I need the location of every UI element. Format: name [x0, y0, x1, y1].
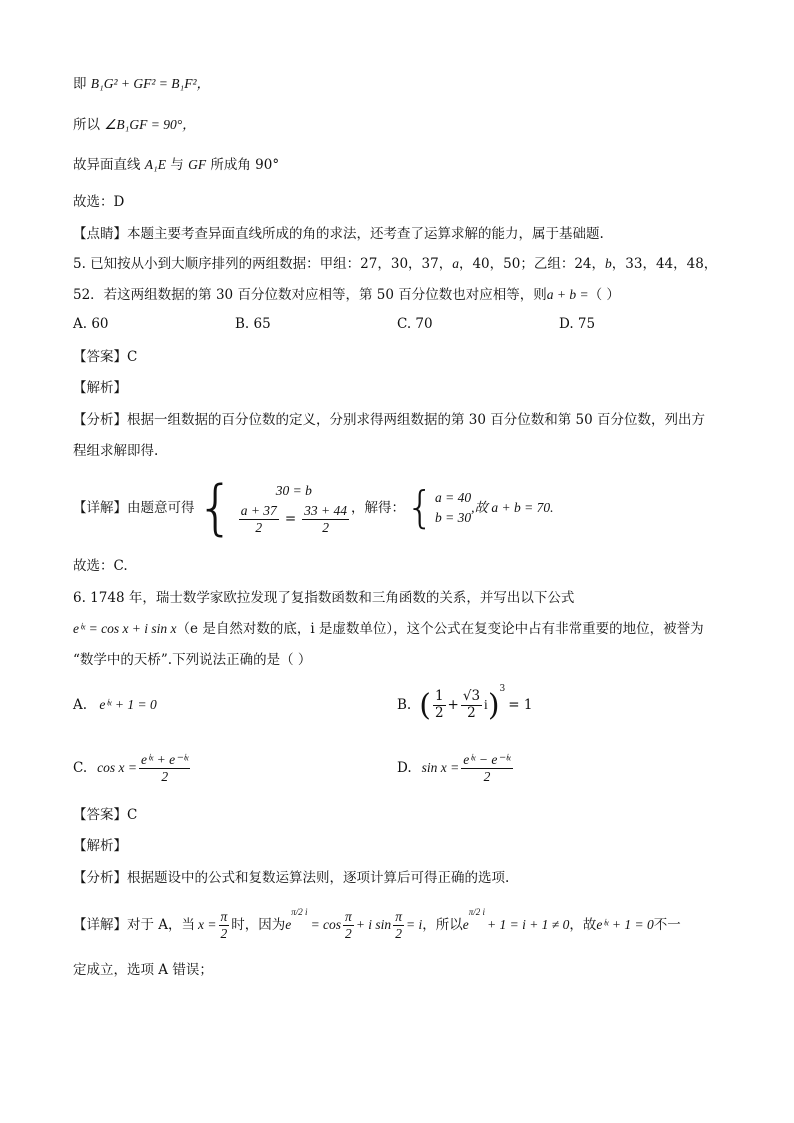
- text: 5. 已知按从小到大顺序排列的两组数据：甲组：27，30，37，: [73, 256, 453, 272]
- q6-fenxi: 【分析】根据题设中的公式和复数运算法则，逐项计算后可得正确的选项.: [73, 870, 510, 886]
- q6-option-b: [397, 680, 532, 730]
- q5-option-b: B. 65: [235, 316, 271, 332]
- fraction: [461, 689, 482, 721]
- q6-option-d: [397, 745, 515, 791]
- q6-answer: 【答案】C: [73, 807, 138, 823]
- x-eq: x =: [198, 917, 217, 932]
- exponent: π/2 i: [468, 907, 485, 917]
- q6-detail: [73, 902, 681, 948]
- numerator: π: [345, 908, 352, 924]
- q6-jiexi: 【解析】: [73, 838, 127, 854]
- text: 故异面直线: [73, 157, 141, 173]
- label: B.: [397, 697, 412, 713]
- denominator: 2: [467, 704, 476, 721]
- q5-option-a: A. 60: [73, 316, 109, 332]
- q5-line-1: [73, 254, 717, 274]
- text: 52．若这两组数据的第 30 百分位数对应相等，第 50 百分位数也对应相等，则: [73, 287, 547, 303]
- numerator: π: [395, 908, 402, 924]
- fraction: [219, 909, 230, 941]
- q5-detail: [73, 473, 554, 543]
- equals: =: [284, 511, 297, 527]
- q5-option-d: D. 75: [559, 316, 596, 332]
- text: 【详解】由题意可得: [73, 500, 195, 516]
- text: 【详解】对于 A，当: [73, 917, 196, 933]
- eq-2: b = 30: [435, 510, 472, 525]
- text: ，33，44，48，: [611, 256, 718, 272]
- var-b: b: [605, 256, 612, 271]
- denominator: 2: [255, 519, 263, 535]
- eq-2: [237, 503, 351, 535]
- numerator: eⁱˣ + e⁻ⁱˣ: [141, 751, 189, 767]
- q6-line-1: 6. 1748 年，瑞士数学家欧拉发现了复指数函数和三角函数的关系，并写出以下公式: [73, 590, 575, 606]
- proof-line-1: [73, 74, 210, 94]
- denominator: 2: [395, 925, 402, 941]
- system-1: [237, 481, 351, 535]
- q5-fenxi-1: 【分析】根据一组数据的百分位数的定义，分别求得两组数据的第 30 百分位数和第 50 百分位数，列出方: [73, 412, 706, 428]
- left-brace-icon: {: [196, 473, 235, 543]
- numerator: π: [220, 908, 228, 924]
- numerator: a + 37: [240, 502, 277, 518]
- label: C.: [73, 760, 88, 776]
- equation: B₁G² + GF² = B₁F²，: [90, 76, 211, 91]
- proof-line-3: [73, 155, 279, 175]
- q6-line-2: [73, 619, 704, 639]
- numerator: 1: [434, 687, 444, 704]
- expr: eⁱˣ + 1 = 0: [596, 917, 654, 932]
- q6-option-a: [73, 697, 157, 713]
- text: ，解得：: [351, 500, 405, 516]
- eq-1: a = 40: [435, 490, 472, 505]
- system-2: [435, 488, 471, 528]
- imag-unit: i: [484, 697, 488, 712]
- text: 所成角 90°: [210, 157, 280, 173]
- q5-choose: 故选：C.: [73, 558, 128, 574]
- text: 即: [73, 76, 87, 92]
- left-brace-icon: {: [406, 482, 434, 533]
- equation: ∠B₁GF = 90°，: [104, 117, 196, 132]
- e: e: [285, 917, 292, 932]
- plus: +: [447, 697, 459, 713]
- e: e: [462, 917, 469, 932]
- text: 与: [170, 157, 184, 173]
- lhs: sin x =: [421, 760, 460, 775]
- q5-jiexi: 【解析】: [73, 380, 127, 396]
- cos: = cos: [310, 917, 342, 932]
- q6-detail-2: 定成立，选项 A 错误；: [73, 962, 213, 978]
- eq: a + b =: [546, 287, 589, 302]
- numerator: eⁱˣ − e⁻ⁱˣ: [463, 751, 511, 767]
- denominator: 2: [220, 925, 228, 941]
- calc: + 1 = i + 1 ≠ 0: [486, 917, 570, 932]
- text: 所以: [73, 117, 100, 133]
- eq-i: = i: [405, 917, 423, 932]
- q6-line-3: “数学中的天桥”.下列说法正确的是（ ）: [73, 652, 312, 668]
- q5-option-c: C. 70: [397, 316, 433, 332]
- fraction: [461, 752, 512, 784]
- text: （e 是自然对数的底，i 是虚数单位），这个公式在复变论中占有非常重要的地位，被誉为: [176, 621, 704, 637]
- choose-d: 故选：D: [73, 194, 125, 210]
- fraction: [302, 503, 349, 535]
- var: GF: [188, 157, 207, 172]
- denominator: 2: [161, 768, 169, 784]
- isin: + i sin: [355, 917, 392, 932]
- result: ,故 a + b = 70.: [471, 500, 554, 515]
- q5-answer: 【答案】C: [73, 349, 138, 365]
- text: ，40，50；乙组：24，: [458, 256, 606, 272]
- label: D.: [397, 760, 412, 776]
- numerator: √3: [462, 687, 481, 704]
- proof-line-2: [73, 115, 196, 135]
- denominator: 2: [322, 519, 329, 535]
- q6-option-c: [73, 745, 192, 791]
- q5-fenxi-2: 程组求解即得.: [73, 443, 159, 459]
- eq-1: 30 = b: [275, 482, 312, 498]
- q5-line-2: [73, 285, 620, 305]
- text: ，所以: [422, 917, 463, 933]
- var: A₁E: [144, 157, 166, 172]
- var-a: a: [452, 256, 459, 271]
- numerator: 33 + 44: [304, 502, 347, 518]
- fraction: [393, 909, 404, 941]
- text: 时，因为: [231, 917, 286, 933]
- text: （ ）: [588, 287, 620, 303]
- euler-formula: eⁱˣ = cos x + i sin x: [73, 621, 177, 636]
- lhs: cos x =: [97, 760, 137, 775]
- text: 不一: [653, 917, 681, 933]
- fraction: [433, 689, 446, 721]
- rhs: = 1: [508, 697, 533, 713]
- dianjing: 【点睛】本题主要考查异面直线所成的角的求法，还考查了运算求解的能力，属于基础题.: [73, 226, 604, 242]
- right-paren-icon: ): [487, 687, 500, 723]
- label: A.: [73, 697, 88, 713]
- text: ，故: [569, 917, 597, 933]
- exponent: 3: [499, 684, 506, 694]
- denominator: 2: [434, 704, 444, 721]
- fraction: [239, 503, 279, 535]
- expr: eⁱˣ + 1 = 0: [99, 697, 157, 712]
- left-paren-icon: (: [419, 687, 431, 723]
- denominator: 2: [345, 925, 352, 941]
- fraction: [139, 752, 190, 784]
- denominator: 2: [483, 768, 491, 784]
- fraction: [343, 909, 354, 941]
- exponent: π/2 i: [291, 907, 308, 917]
